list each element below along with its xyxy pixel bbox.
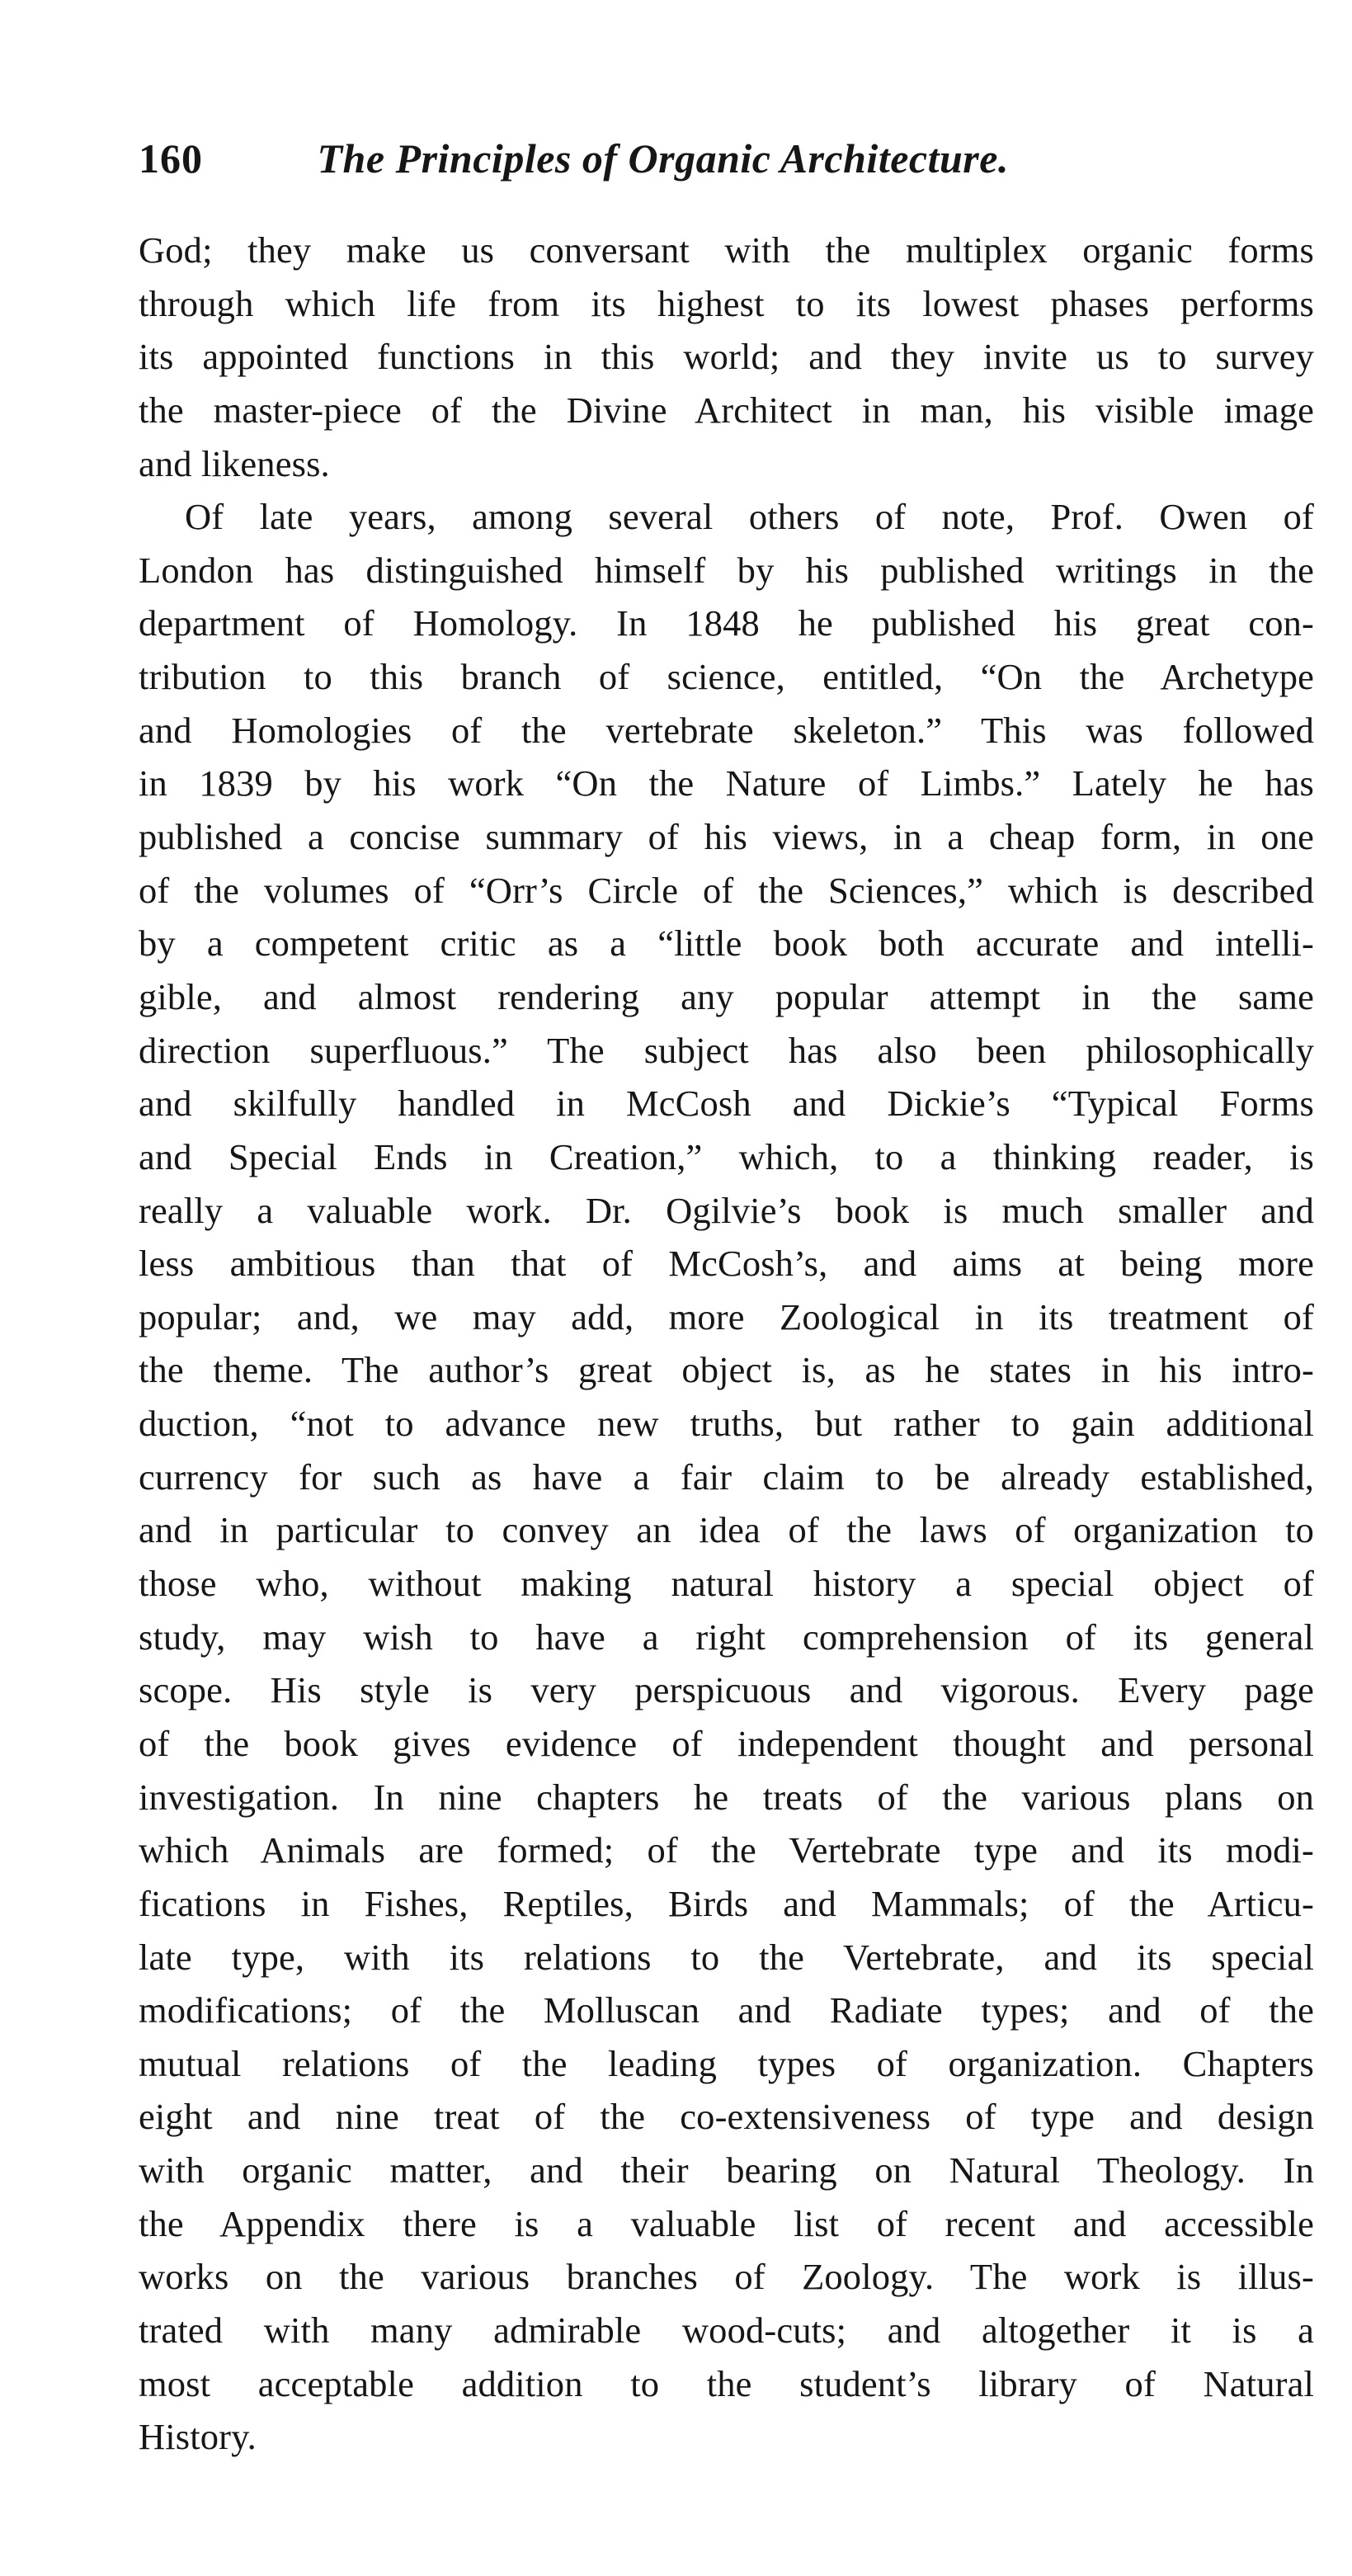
text-line: God; they make us conversant with the multiplex organic forms xyxy=(139,229,1314,271)
text-line: late type, with its relations to the Vertebrate, and its special xyxy=(139,1936,1314,1978)
running-title: The Principles of Organic Architecture. xyxy=(317,135,1009,182)
text-line: which Animals are formed; of the Vertebrate type and its modi- xyxy=(139,1829,1314,1871)
text-line: most acceptable addition to the student’s library of Natural xyxy=(139,2362,1314,2404)
text-line: in 1839 by his work “On the Nature of Limbs.” Lately he has xyxy=(139,762,1314,804)
paragraph xyxy=(139,224,1318,490)
text-line: tribution to this branch of science, entitled, “On the Archetype xyxy=(139,656,1314,698)
text-line: and Special Ends in Creation,” which, to a thinking reader, is xyxy=(139,1135,1314,1177)
text-line: gible, and almost rendering any popular attempt in the same xyxy=(139,975,1314,1017)
text-line: the theme. The author’s great object is, as he states in his intro- xyxy=(139,1349,1314,1391)
text-line: direction superfluous.” The subject has also been philosophically xyxy=(139,1029,1314,1071)
text-line: those who, without making natural history a special object of xyxy=(139,1563,1314,1605)
body-text xyxy=(139,224,1318,2464)
text-line: duction, “not to advance new truths, but rather to gain additional xyxy=(139,1403,1314,1445)
text-line: of the volumes of “Orr’s Circle of the Sciences,” which is described xyxy=(139,869,1314,911)
text-line: published a concise summary of his views, in a cheap form, in one xyxy=(139,816,1314,858)
text-line: investigation. In nine chapters he treats of the various plans on xyxy=(139,1776,1314,1818)
page-number: 160 xyxy=(139,135,203,182)
text-line: History. xyxy=(139,2416,257,2458)
text-line: scope. His style is very perspicuous and vigorous. Every page xyxy=(139,1669,1314,1711)
text-line: through which life from its highest to its lowest phases performs xyxy=(139,282,1314,324)
text-line: works on the various branches of Zoology. The work is illus- xyxy=(139,2256,1314,2298)
text-line: the Appendix there is a valuable list of recent and accessible xyxy=(139,2202,1314,2244)
text-line: department of Homology. In 1848 he published his great con- xyxy=(139,602,1314,644)
text-line: Of late years, among several others of note, Prof. Owen of xyxy=(185,496,1314,538)
text-line: trated with many admirable wood-cuts; and altogether it is a xyxy=(139,2309,1314,2351)
text-line: by a competent critic as a “little book both accurate and intelli- xyxy=(139,922,1314,965)
text-line: study, may wish to have a right comprehension of its general xyxy=(139,1616,1314,1658)
text-line: London has distinguished himself by his published writings in the xyxy=(139,549,1314,591)
text-line: and Homologies of the vertebrate skeleton.” This was followed xyxy=(139,709,1314,751)
text-line: and skilfully handled in McCosh and Dickie’s “Typical Forms xyxy=(139,1083,1314,1125)
text-line: and in particular to convey an idea of the laws of organization to xyxy=(139,1509,1314,1551)
text-line: the master-piece of the Divine Architect in man, his visible image xyxy=(139,389,1314,431)
text-line: popular; and, we may add, more Zoological in its treatment of xyxy=(139,1295,1314,1338)
text-line: less ambitious than that of McCosh’s, and aims at being more xyxy=(139,1243,1314,1285)
text-line: eight and nine treat of the co-extensiveness of type and design xyxy=(139,2096,1314,2138)
text-line: with organic matter, and their bearing on Natural Theology. In xyxy=(139,2149,1314,2191)
text-line: really a valuable work. Dr. Ogilvie’s book is much smaller and xyxy=(139,1189,1314,1231)
text-line: modifications; of the Molluscan and Radiate types; and of the xyxy=(139,1989,1314,2031)
paragraph xyxy=(139,490,1318,2464)
text-line: its appointed functions in this world; and they invite us to survey xyxy=(139,336,1314,378)
text-line: and likeness. xyxy=(139,442,330,484)
text-line: mutual relations of the leading types of organization. Chapters xyxy=(139,2042,1314,2084)
text-line: currency for such as have a fair claim to be already established, xyxy=(139,1455,1314,1498)
text-line: fications in Fishes, Reptiles, Birds and Mammals; of the Articu- xyxy=(139,1882,1314,1924)
text-line: of the book gives evidence of independent thought and personal xyxy=(139,1722,1314,1764)
running-head xyxy=(139,125,1211,191)
